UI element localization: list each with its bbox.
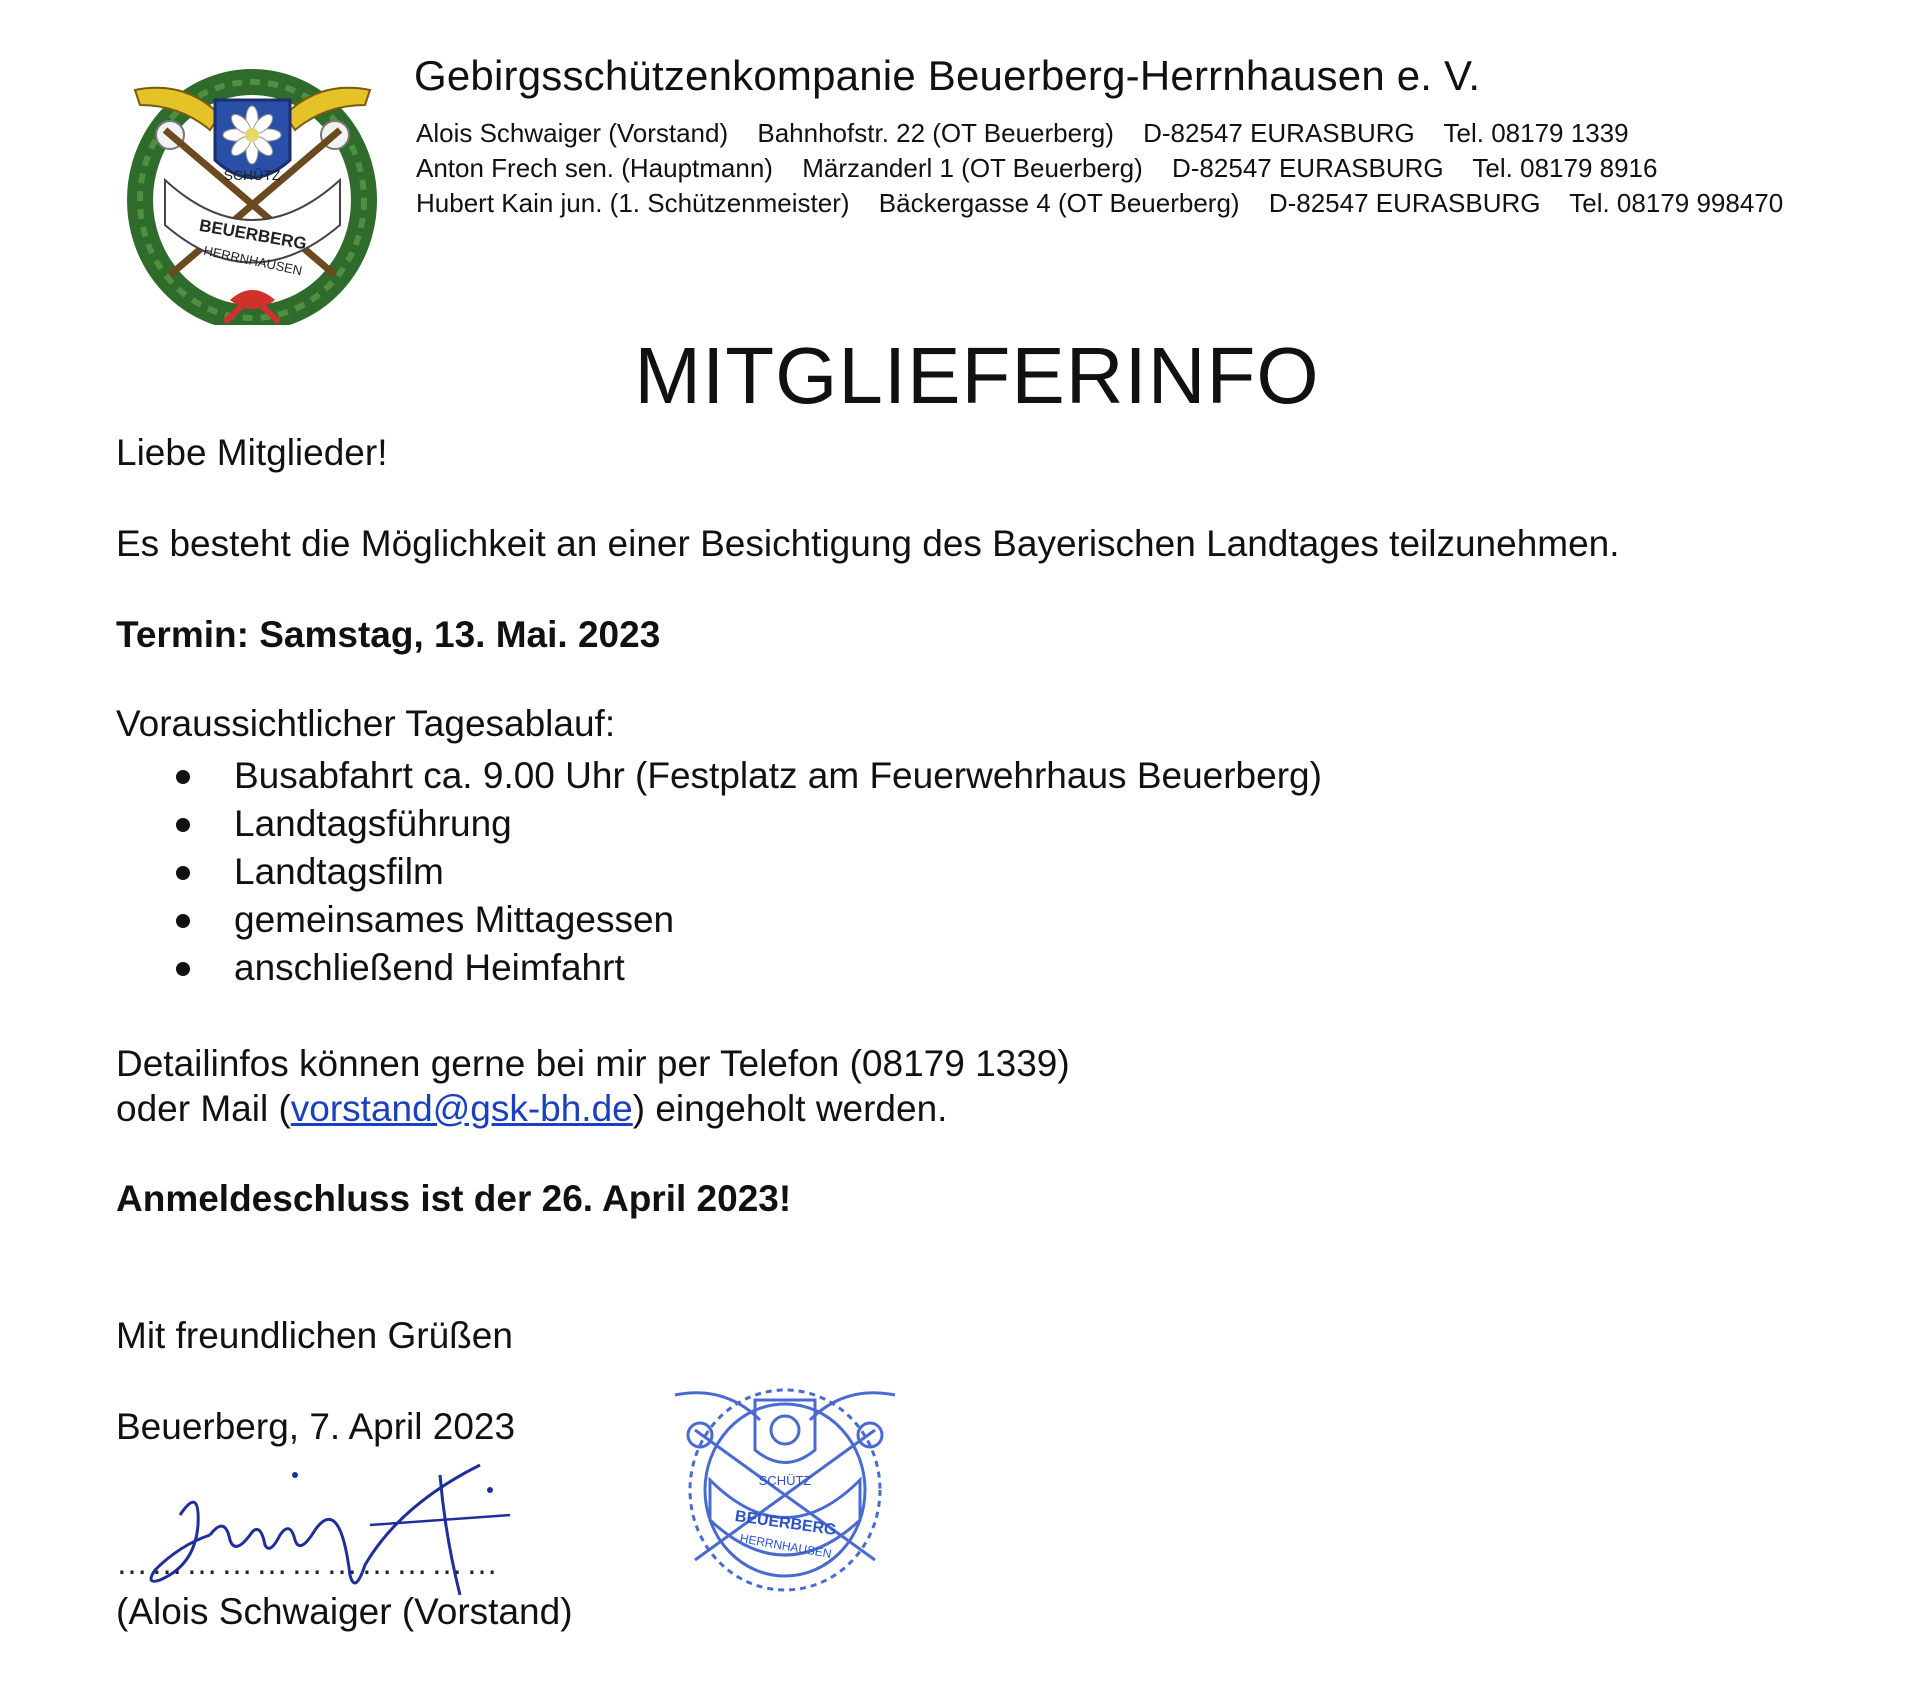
intro-paragraph: Es besteht die Möglichkeit an einer Besichtigung des Bayerischen Landtages teilzunehmen. — [116, 523, 1620, 564]
schedule-list — [116, 752, 1322, 992]
bullet-icon — [176, 962, 190, 976]
bullet-icon — [176, 866, 190, 880]
place-and-date: Beuerberg, 7. April 2023 — [116, 1406, 516, 1447]
contact-city: D-82547 EURASBURG — [1268, 188, 1541, 218]
contact-name: Alois Schwaiger (Vorstand) — [416, 118, 729, 148]
svg-text:HERRNHAUSEN: HERRNHAUSEN — [202, 242, 304, 279]
document-title — [0, 330, 1920, 422]
schedule-item-text: Landtagsführung — [234, 803, 512, 844]
schedule-item — [116, 896, 1322, 944]
contact-city: D-82547 EURASBURG — [1172, 153, 1444, 183]
closing-greeting: Mit freundlichen Grüßen — [116, 1315, 513, 1356]
contact-name: Anton Frech sen. (Hauptmann) — [416, 153, 773, 183]
schedule-item — [116, 800, 1322, 848]
details-line-phone: Detailinfos können gerne bei mir per Telefon (08179 1339) — [116, 1043, 1070, 1084]
contact-line-vorstand — [416, 118, 1629, 149]
signature-line: …………………………… — [116, 1545, 501, 1581]
svg-text:SCHÜTZ: SCHÜTZ — [223, 167, 281, 183]
signatory-name: (Alois Schwaiger (Vorstand) — [116, 1591, 573, 1632]
schedule-item-text: Landtagsfilm — [234, 851, 444, 892]
contact-line-schuetzenmeister — [416, 188, 1783, 219]
stamp-text: HERRNHAUSEN — [738, 1531, 833, 1562]
stamp-text: SCHÜTZ — [758, 1473, 812, 1488]
email-link[interactable]: vorstand@gsk-bh.de — [290, 1088, 633, 1129]
contact-city: D-82547 EURASBURG — [1143, 118, 1415, 148]
schedule-item — [116, 848, 1322, 896]
contact-phone: Tel. 08179 1339 — [1443, 118, 1629, 148]
bullet-icon — [176, 914, 190, 928]
company-stamp-icon — [665, 1360, 905, 1600]
bullet-icon — [176, 818, 190, 832]
schedule-item — [116, 752, 1322, 800]
schedule-item — [116, 944, 1322, 992]
document-title-text: MITGLIEFERINFO — [634, 331, 1320, 420]
stamp-text: BEUERBERG — [733, 1508, 838, 1540]
contact-address: Bahnhofstr. 22 (OT Beuerberg) — [757, 118, 1114, 148]
termin-date: Termin: Samstag, 13. Mai. 2023 — [116, 614, 661, 655]
contact-phone: Tel. 08179 998470 — [1569, 188, 1784, 218]
schedule-item-text: gemeinsames Mittagessen — [234, 899, 675, 940]
schedule-heading: Voraussichtlicher Tagesablauf: — [116, 703, 616, 744]
bullet-icon — [176, 770, 190, 784]
contact-line-hauptmann — [416, 153, 1657, 184]
handwritten-signature-icon — [140, 1455, 530, 1605]
contact-phone: Tel. 08179 8916 — [1472, 153, 1658, 183]
contact-address: Märzanderl 1 (OT Beuerberg) — [802, 153, 1143, 183]
schedule-item-text: Busabfahrt ca. 9.00 Uhr (Festplatz am Feuerwehrhaus Beuerberg) — [234, 755, 1322, 796]
contact-name: Hubert Kain jun. (1. Schützenmeister) — [416, 188, 850, 218]
contact-address: Bäckergasse 4 (OT Beuerberg) — [878, 188, 1240, 218]
registration-deadline: Anmeldeschluss ist der 26. April 2023! — [116, 1178, 792, 1219]
organization-name: Gebirgsschützenkompanie Beuerberg-Herrnhausen e. V. — [414, 52, 1481, 99]
details-line-mail — [116, 1088, 947, 1130]
greeting: Liebe Mitglieder! — [116, 432, 388, 473]
schedule-item-text: anschließend Heimfahrt — [234, 947, 625, 988]
svg-text:BEUERBERG: BEUERBERG — [197, 215, 309, 254]
details-mail-prefix: oder Mail ( — [116, 1088, 291, 1129]
company-crest-icon — [125, 60, 380, 325]
details-mail-suffix: ) eingeholt werden. — [632, 1088, 948, 1129]
